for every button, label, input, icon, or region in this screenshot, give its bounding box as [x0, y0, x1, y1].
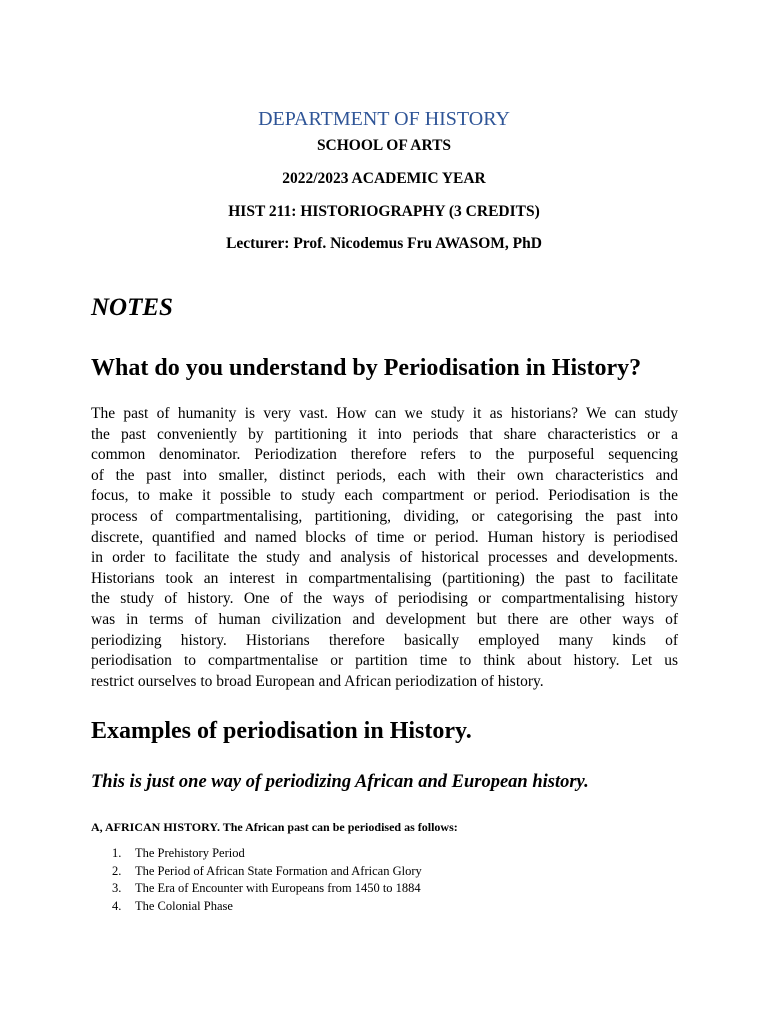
- list-item-number: 2.: [112, 863, 122, 878]
- paragraph-line: restrict ourselves to broad European and African periodization of history.: [91, 672, 544, 690]
- academic-year: 2022/2023 ACADEMIC YEAR: [282, 170, 486, 187]
- list-item-number: 3.: [112, 881, 122, 896]
- paragraph-line: The past of humanity is very vast. How can we study it as historians? We can study: [91, 405, 678, 422]
- list-item-text: The Period of African State Formation and African Glory: [135, 863, 422, 878]
- section-heading-periodisation: What do you understand by Periodisation in History?: [91, 355, 642, 381]
- list-item-number: 1.: [112, 846, 122, 860]
- paragraph-line: periodizing history. Historians therefore basically employed many kinds of: [91, 631, 678, 649]
- section-heading-examples: Examples of periodisation in History.: [91, 718, 472, 744]
- list-item: [112, 898, 422, 916]
- african-history-label: A, AFRICAN HISTORY. The African past can be periodised as follows:: [91, 820, 458, 834]
- list-item: [112, 845, 422, 863]
- school-name: SCHOOL OF ARTS: [316, 137, 452, 154]
- paragraph-line: in order to facilitate the study and analysis of historical processes and developments.: [91, 549, 678, 567]
- paragraph-line: was in terms of human civilization and development but there are other ways of: [91, 610, 678, 628]
- paragraph-line: Historians took an interest in compartmentalising (partitioning) the past to facilitate: [91, 569, 678, 587]
- african-periods-list: [112, 845, 422, 916]
- section-subheading: This is just one way of periodizing African and European history.: [91, 772, 589, 792]
- list-item: [112, 880, 422, 898]
- list-item-number: 4.: [112, 899, 122, 914]
- course-title: HIST 211: HISTORIOGRAPHY (3 CREDITS): [228, 203, 540, 220]
- paragraph-line: periodisation to compartmentalise or partition time to think about history. Let us: [91, 652, 678, 670]
- paragraph-line: discrete, quantified and named blocks of time or period. Human history is periodised: [91, 528, 678, 546]
- list-item-text: The Colonial Phase: [135, 899, 233, 914]
- paragraph-line: process of compartmentalising, partitioning, dividing, or categorising the past into: [91, 507, 678, 525]
- paragraph-line: common denominator. Periodization therefore refers to the purposeful sequencing: [91, 446, 678, 464]
- paragraph-line: of the past into smaller, distinct periods, each with their own characteristics and: [91, 466, 678, 484]
- department-title: DEPARTMENT OF HISTORY: [258, 108, 510, 130]
- list-item-text: The Prehistory Period: [135, 846, 245, 860]
- paragraph-line: the past conveniently by partitioning it into periods that share characteristics or a: [91, 425, 678, 443]
- body-paragraph: [91, 404, 678, 692]
- lecturer-name: Lecturer: Prof. Nicodemus Fru AWASOM, PhD: [226, 235, 542, 252]
- list-item: [112, 863, 422, 881]
- paragraph-line: focus, to make it possible to study each compartment or period. Periodisation is the: [91, 487, 678, 505]
- paragraph-line: the study of history. One of the ways of periodising or compartmentalising history: [91, 590, 678, 608]
- list-item-text: The Era of Encounter with Europeans from 1450 to 1884: [135, 881, 421, 896]
- notes-heading: NOTES: [91, 294, 173, 321]
